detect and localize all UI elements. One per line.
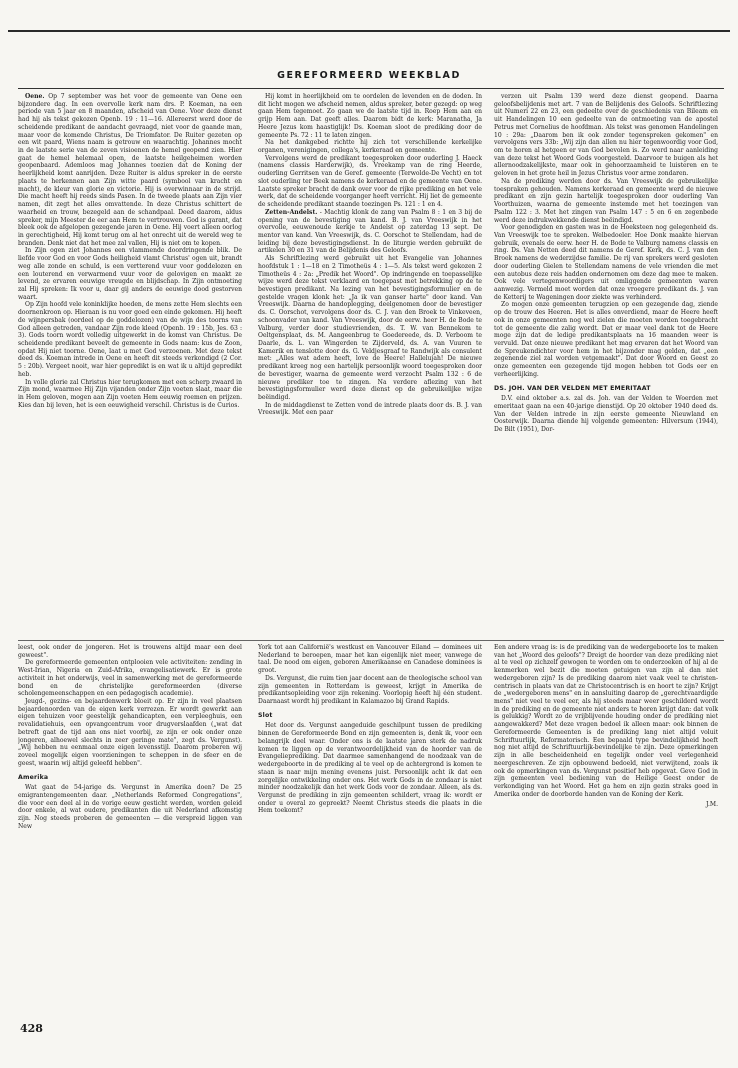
paragraph xyxy=(494,224,718,301)
top-column-2 xyxy=(258,93,482,633)
place-subheading: Zetten-Andelst. xyxy=(265,208,318,216)
top-border-line xyxy=(8,30,730,32)
paragraph-text: - Machtig klonk de zang van Psalm 8 : 1 en 3 bij de opening van de bevestiging van kand. B. J. van Vreeswijk in het overvolle, eeuwenoude kerkje te Andelst op zaterdag 13 sept. De mentor van kand. Van Vreeswijk, ds. C. Oorschot te Stellendam, had de leiding bij deze bevestigingsdienst. In de liturgie werden gebruikt de artikelen 30 en 31 van de Belijdenis des Geloofs. xyxy=(258,208,482,255)
paragraph-text: York tot aan Californië's westkust en Vancouver Eiland — dominees uit Nederland te beroepen, maar het kan eigenlijk niet meer, vanwege de taal. De nood om eigen, geboren Amerikaanse en Canadese dominees is groot. xyxy=(258,644,482,675)
paragraph xyxy=(258,155,482,209)
section-divider xyxy=(18,640,724,641)
paragraph-text: Hij komt in heerlijkheid om te oordelen de levenden en de doden. In dit licht mogen we afscheid nemen, aldus spreker, beter gezegd: op weg gaan Hem tegemoet. Zo gaan we de laatste tijd in. Roep Hem aan en grijp Hem aan. Dat geeft alles. Daarom bidt de kerk: Maranatha, Ja Heere Jezus kom haastiglijk! Ds. Koeman sloot de prediking door de gemeente Ps. 72 : 11 te laten zingen. xyxy=(258,93,482,139)
paragraph xyxy=(18,644,242,659)
page-number: 428 xyxy=(20,1022,43,1035)
paragraph xyxy=(18,247,242,301)
bottom-column-1 xyxy=(18,644,242,1014)
paragraph xyxy=(18,784,242,830)
paragraph xyxy=(494,178,718,224)
bottom-column-2 xyxy=(258,644,482,1014)
paragraph-text: Jeugd-, gezins- en bejaardenwerk bloeit op. Er zijn in veel plaatsen bejaardenoorden van de eigen kerk verrezen. Er wordt gewerkt aan eigen tehuizen voor geestelijk gehandicapten, een verpleeghuis, een revalidatiehuis, een opvangcentrum voor drugverslaafden („wat dat betreft gaat de tijd aan ons niet voorbij, ze zijn er ook onder onze jongeren, alhoewel slechts in zeer geringe mate", zegt ds. Vergunst). „Wij hebben nu eenmaal onze eigen levensstijl. Daarom proberen wij zoveel mogelijk eigen voorzieningen te scheppen in de sfeer en de geest, waarin wij altijd geleefd hebben". xyxy=(18,698,242,767)
paragraph xyxy=(18,93,242,247)
paragraph-text: Een andere vraag is: is de prediking van de wedergeboorte los te maken van het „Woord des geloofs"? Dreigt de hoorder van deze prediking niet al te veel op zichzelf gewogen te worden om te onderzoeken of hij al de kenmerken wel bezit die moeten getuigen van zijn al dan niet wedergeboren zijn? Is de prediking daarom niet vaak veel te christen-centrisch in plaats van dat ze Christocentrisch is en hoort te zijn? Krijgt de „wedergeboren mens" en in aansluiting daarop de „gerechtvaardigde mens" niet veel te veel eer, als hij steeds maar weer geschilderd wordt in de prediking en de gemeente niet anders te horen krijgt dan: dat volk is gelukkig? Wordt zo de vrijblijvende houding onder de prediking niet aangewakkerd? Met deze vragen bedoel ik alleen maar: ook binnen de Gereformeerde Gemeenten is de prediking lang niet altijd voluit Schriftuurlijk, Reformatorisch. Een bepaald type bevindelijkheid hoeft nog niet altijd de Schriftuurlijk-bevindelijke te zijn. Deze opmerkingen zijn in alle bescheidenheid en tegelijk onder veel verlegenheid neergeschreven. Ze zijn opbouwend bedoeld, niet verwijtend, zoals ik ook de opmerkingen van ds. Vergunst positief heb opgevat. Geve God in zijn gemeenten veel bediening van de Heilige Geest onder de verkondiging van het Woord. Het ga hem en zijn gezin straks goed in Amerika onder de doorborde handen van de Koning der Kerk. xyxy=(494,644,718,798)
paragraph xyxy=(258,644,482,675)
section-paragraph: D.V. eind oktober a.s. zal ds. Joh. van der Velden te Woerden met emeritaat gaan na een 40-jarige dienstijd. Op 20 oktober 1940 deed ds. Van der Velden intrede in zijn eerste gemeente Nieuwland en Oosterwijk. Daarna diende hij volgende gemeenten: Hilversum (1944), De Bilt (1951), Dor- xyxy=(494,395,718,434)
paragraph-text: Voor genodigden en gasten was in de Hoeksteen nog gelegenheid ds. Van Vreeswijk toe te spreken. Welbedoeler. Hoe Donk maakte hiervan gebruik, evenals de eerw. heer H. de Bode te Valburg namens classis en ring. Ds. Van Netten deed dit namens de Geref. Kerk, ds. C. J. van den Broek namens de wederzijdse familie. De rij van sprekers werd gesloten door ouderling Gielen te Stellendam namens de vele vrienden die met een autobus deze reis hadden ondernomen om deze dag mee te maken. Ook vele vertegenwoordigers uit omliggende gemeenten waren aanwezig. Vermeld moet worden dat onze vroegere predikant ds. J. van de Ketterij te Wageningen door ziekte was verhinderd. xyxy=(494,224,718,301)
paragraph xyxy=(258,93,482,139)
paragraph xyxy=(18,379,242,410)
paragraph xyxy=(258,722,482,815)
bottom-column-3 xyxy=(494,644,718,1014)
paragraph-text: In volle glorie zal Christus hier terugkomen met een scherp zwaard in Zijn mond, waarmee Hij Zijn vijanden onder Zijn voeten slaat, maar die in Hem geloven, mogen aan Zijn voeten Hem eeuwig roemen en prijzen. Kies dan bij leven, het is een eeuwigheid verschil. Christus is de Curios. xyxy=(18,378,242,409)
place-subheading: Oene. xyxy=(25,93,45,100)
paragraph-text: verzen uit Psalm 139 werd deze dienst geopend. Daarna geloofsbelijdenis met art. 7 van de Belijdenis des Geloofs. Schriftlezing uit Numeri 22 en 23, een gedeelte over de geschiedenis van Bileam en uit Handelingen 10 een gedeelte van de ontmoeting van de apostel Petrus met Cornelius de hoofdman. Als tekst was genomen Handelingen 10 : 29a: „Daarom ben ik ook zonder tegenspreken gekomen" en vervolgens vers 33b: „Wij zijn dan allen nu hier tegenwoordig voor God, om te horen al hetgeen er van God bevolen is. Zo werd naar aanleiding van deze tekst het Woord Gods voorgesteld. Daarvoor te buigen als het allernoodzakelijkste, maar ook in gehoorzaamheid te luisteren en te geloven in het grote heil in Jezus Christus voor arme zondaren. xyxy=(494,93,718,178)
paragraph-text: De gereformeerde gemeenten ontplooien vele activiteiten: zending in West-Irian, Nigeria en Zuid-Afrika, evangelisatiewerk. Er is grote activiteit in het onderwijs, veel in samenwerking met de gereformeerde bond en de christelijke gereformeerden (diverse scholengemeenschappen en een pedagogisch academie). xyxy=(18,659,242,698)
header-rule xyxy=(18,88,724,89)
paragraph xyxy=(494,644,718,798)
author-signature: J.M. xyxy=(706,801,718,809)
paragraph xyxy=(494,93,718,178)
paragraph xyxy=(258,139,482,154)
paragraph-text: In de middagdienst te Zetten vond de intrede plaats door ds. B. J. van Vreeswijk. Met een paar xyxy=(258,401,482,417)
paragraph-text: Vervolgens werd de predikant toegesproken door ouderling J. Haeck (namens classis Harderwijk), ds. Vreekamp van de ring Heerde, ouderling Gerritsen van de Geref. gemeente (Terwolde-De Vecht) en tot slot ouderling ter Beek namens de kerkeraad en de gemeente van Oene. Laatste spreker bracht de dank over voor de rijke prediking en het vele werk, dat de scheidende voorganger heeft verricht. Hij liet de gemeente de scheidende predikant staande toezingen Ps. 121 : 1 en 4. xyxy=(258,154,482,209)
paragraph-text: Op 7 september was het voor de gemeente van Oene een bijzondere dag. In een overvolle kerk nam drs. P. Koeman, na een periode van 5 jaar en 8 maanden, afscheid van Oene. Voor deze dienst had hij als tekst gekozen Openb. 19 : 11—16. Allereerst werd door de scheidende predikant de aandacht gevraagd, niet voor de gaande man, maar voor de komende Christus, De Triomfator. De Ruiter gezeten op een wit paard, Wiens naam is getrouw en waarachtig. Johannes mocht in de laatste serie van de zeven visioenen de hemel geopend zien. Hier gaat de hemel helemaal open, de laatste heilgeheimen worden geopenbaard. Ademloos mag Johannes toezien dat de Koning der heerlijkheid komt aanrijden. Deze Ruiter is aldus spreker in de eerste plaats te herkennen aan Zijn witte paard (symbool van kracht en macht), de kleur van glorie en victorie. Hij is overwinnaar in de strijd. Die macht heeft hij reeds sinds Pasen. In de tweede plaats aan Zijn vier namen, dit zegt het alles omvattende. In deze Christus schittert de waarheid en trouw, bezegeld aan de schandpaal. Deed daarom, aldus spreker, mijn Meester de eer aan Hem te vertrouwen. God is garant, dat bleek ook de afgelopen gezegende jaren in Oene. Hij voert alleen oorlog in gerechtigheid, Hij komt terug om al het onrecht uit de wereld weg te branden. Denk niet dat het mee zal vallen, Hij is niet om te kopen. xyxy=(18,93,242,247)
paragraph-text: leest, ook onder de jongeren. Het is trouwens altijd maar een deel geweest". xyxy=(18,644,242,659)
paragraph-text: Zo mogen onze gemeenten terugzien op een gezegende dag, ziende op de trouw des Heeren. Het is alles onverdiend, maar de Heere heeft ook in onze gemeenten nog wel zielen die moeten worden toegebracht tot de gemeente die zalig wordt. Dat er maar veel dank tot de Heere moge zijn dat de ledige predikantsplaats na 16 maanden weer is vervuld. Dat onze nieuwe predikant het mag ervaren dat het Woord van de Spreukendichter voor hem in het bijzonder mag gelden, dat „een zegenende ziel zal worden vetgemaakt". Dat door Woord en Geest zo onze gemeenten een gezegende tijd mogen hebben tot Gods eer en verheerlijking. xyxy=(494,301,718,378)
masthead: GEREFORMEERD WEEKBLAD xyxy=(277,70,461,81)
paragraph xyxy=(494,301,718,378)
paragraph xyxy=(258,255,482,402)
section-heading-slot: Slot xyxy=(258,711,273,719)
paragraph-text: Als Schriftlezing werd gebruikt uit het Evangelie van Johannes hoofdstuk 1 : 1—18 en 2 Timotheüs 4 : 1—5. Als tekst werd gekozen 2 Timotheüs 4 : 2a: „Predik het Woord". Op indringende en toepasselijke wijze werd deze tekst verklaard en toegepast met betrekking op de te bevestigen predikant. Na lezing van het bevestigingsformulier en de gestelde vragen klonk het: „Ja ik van ganser harte" door kand. Van Vreeswijk. Daarna de handoplegging, deelgenomen door de bevestiger ds. C. Oorschot, vervolgens door ds. C. J. van den Broek te Vinkeveen, schoonvader van kand. Van Vreeswijk, door de eerw. heer H. de Bode te Valburg, verder door studievrienden, ds. T. W. van Bennekom te Oeltgensplaat, ds. M. Aangeenbrug te Goedereede, ds. D. Verboom te Daarle, ds. L. van Wingerden te Zijderveld, ds. A. van Vuuren te Kamerik en tenslotte door ds. G. Veldjesgraaf te Randwijk als consulent met: „Alles wat adem heeft, love de Heere! Hallelujah! De nieuwe predikant kreeg nog een hartelijk persoonlijk woord toegesproken door de bevestiger, waarna de gemeente werd verzocht Psalm 132 : 6 de nieuwe prediker toe te zingen. Na verdere aflezing van het bevestigingsformulier werd deze dienst op de gebruikelijke wijze beëindigd. xyxy=(258,255,482,402)
paragraph-text: Het door ds. Vergunst aangeduide geschilpunt tussen de prediking binnen de Gereformeerde Bond en zijn gemeenten is, denk ik, voor een belangrijk deel waar. Onder ons is de laatste jaren sterk de nadruk komen te liggen op de verantwoordelijkheid van de hoorder van de Evangelieprediking. Dat daarmee samenhangend de noodzaak van de wedergeboorte in de prediking al te veel op de achtergrond is komen te staan is naar mijn mening evenens juist. Persoonlijk acht ik dat een zorgelijke ontwikkeling onder ons. Het werk Gods in de zondaar is niet minder noodzakelijk dan het werk Gods voor de zondaar. Alleen, als ds. Vergunst de prediking in zijn gemeenten schildert, vraag ik: wordt er onder u overal zo gepreekt? Neemt Christus steeds die plaats in die Hem toekomt? xyxy=(258,722,482,815)
paragraph-text: Ds. Vergunst, die ruim tien jaar docent aan de theologische school van zijn gemeenten in Rotterdam is geweest, krijgt in Amerika de predikantsopleiding voor zijn rekening. Voorlopig heeft hij één student. Daarnaast wordt hij predikant in Kalamazoo bij Grand Rapids. xyxy=(258,674,482,706)
paragraph xyxy=(258,675,482,706)
paragraph-text: Wat gaat de 54-jarige ds. Vergunst in Amerika doen? De 25 emigrantengemeenten daar. „Netherlands Reformed Congregations", die voor een deel al in de vorige eeuw gesticht werden, worden geleid door enkele, al wat oudere, predikanten die uit Nederland afkomstig zijn. Nog steeds proberen de gemeenten — die verspreid liggen van New xyxy=(18,784,242,830)
section-heading-emeritaat: DS. JOH. VAN DER VELDEN MET EMERITAAT xyxy=(494,384,651,392)
top-column-3 xyxy=(494,93,718,633)
section-heading-amerika: Amerika xyxy=(18,773,49,781)
paragraph-text: Op Zijn hoofd vele koninklijke hoeden, de mens zette Hem slechts een doornenkroon op. Hieraan is nu voor goed een einde gekomen. Hij heeft de wijnpersbak (oordeel op de goddelozen) van de wijn des toorns van God alleen getreden, vandaar Zijn rode kleed (Openb. 19 : 15b, Jes. 63 : 3). Gods toorn wordt volledig uitgewerkt in de komst van Christus. De scheidende predikant beveelt de gemeente in Gods naam: kus de Zoon, opdat Hij niet toorne. Oene, laat u met God verzoenen. Met deze tekst deed ds. Koeman intrede in Oene en heeft dit steeds verkondigd (2 Cor. 5 : 20b). Vergeet nooit, war hier gepredikt is en wat ik u altijd gepredikt heb. xyxy=(18,301,242,378)
paragraph xyxy=(18,301,242,378)
paragraph-text: Na het dankgebed richtte hij zich tot verschillende kerkelijke organen, verenigingen, collega's, kerkeraad en gemeente. xyxy=(258,139,482,155)
paragraph xyxy=(258,209,482,255)
top-column-1 xyxy=(18,93,242,633)
paragraph-text: Na de prediking werden door ds. Van Vreeswijk de gebruikelijke toespraken gehouden. Namens kerkeraad en gemeente werd de nieuwe predikant en zijn gezin hartelijk toegesproken door ouderling Van Voorthuizen, waarna de gemeente instemde met het toezingen van Psalm 122 : 3. Met het zingen van Psalm 147 : 5 en 6 en zegenbede werd deze indrukwekkende dienst beëindigd. xyxy=(494,177,718,224)
paragraph xyxy=(18,698,242,767)
paragraph xyxy=(258,402,482,417)
paragraph xyxy=(18,659,242,698)
paragraph-text: In Zijn ogen ziet Johannes een vlammende doordringende blik. De liefde voor God en voor Gods heiligheid vlamt Christus' ogen uit, brandt weg alle zonde en schuld, is een vertterend vuur voor goddelozen en een louterend en verwarmend vuur voor de gelovigen en maakt ze levend, ze ervaren eeuwige vreugde en blijdschap. In Zijn ontmoeting zal Hij spreken: Ik voor u, daar gij anders de eeuwige dood gestorven waart. xyxy=(18,247,242,301)
